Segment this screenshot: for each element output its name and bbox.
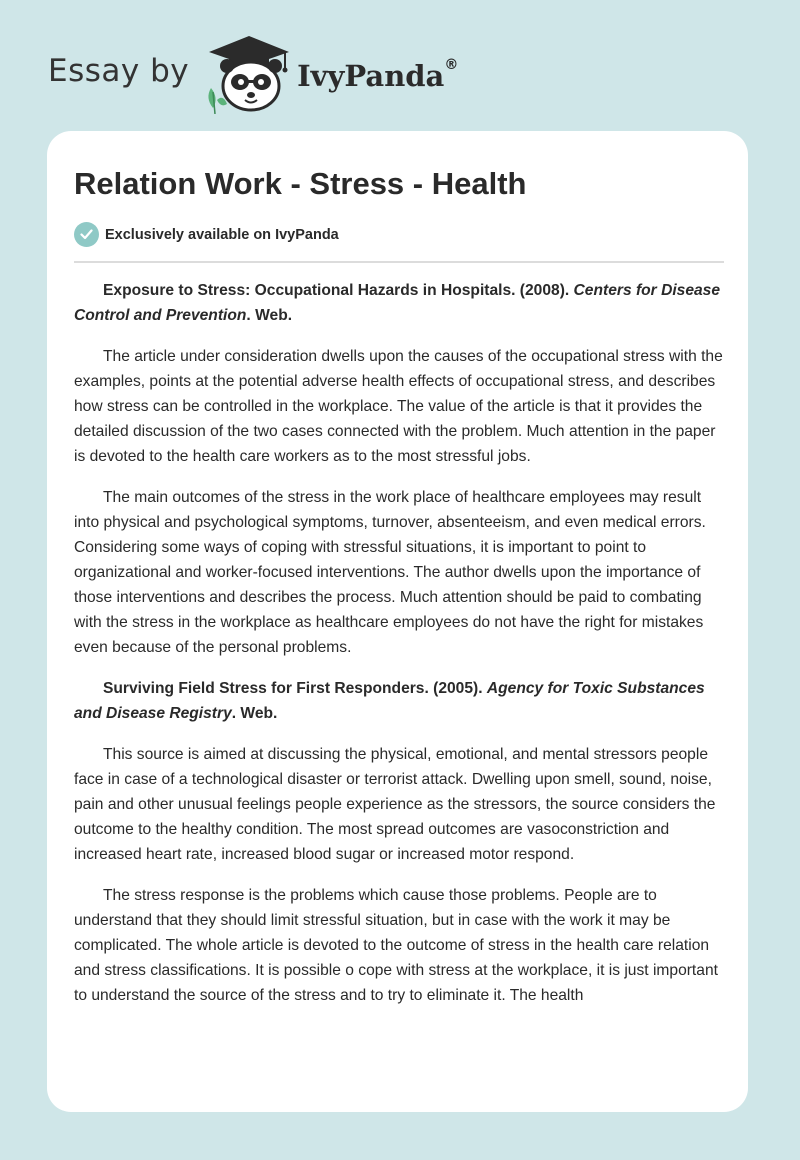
essay-by-label: Essay by (48, 53, 190, 89)
essay-card (47, 131, 748, 1112)
paragraph-2: The main outcomes of the stress in the work place of healthcare employees may result into physical and psychological symptoms, turnover, absenteeism, and even medical errors. Considering some ways of coping with stressful situations, it is important to point to organizational and worker-focused interventions. The author dwells upon the importance of those interventions and describes the process. Much attention should be paid to combating with the stress in the workplace as healthcare employees do not have the right for mistakes even because of the personal problems. (74, 489, 706, 656)
paragraph-3: This source is aimed at discussing the physical, emotional, and mental stressors people face in case of a technological disaster or terrorist attack. Dwelling upon smell, sound, noise, pain and other unusual feelings people experience as the stressors, the source considers the outcome to the healthy condition. The most spread outcomes are vasoconstriction and increased heart rate, increased blood sugar or increased motor respond. (74, 746, 716, 863)
page-title: Relation Work - Stress - Health (74, 166, 527, 201)
paragraph-4: The stress response is the problems which cause those problems. People are to understand that they should limit stressful situation, but in case with the work it may be complicated. The whole article is devoted to the outcome of stress in the health care relation and stress classifications. It is possible o cope with stress at the workplace, it is just important to understand the source of the stress and to try to eliminate it. The health (74, 887, 718, 1004)
exclusive-label: Exclusively available on IvyPanda (105, 226, 339, 243)
essay-body (74, 278, 724, 1024)
paragraph-1: The article under consideration dwells upon the causes of the occupational stress with the examples, points at the potential adverse health effects of occupational stress, and describes how stress can be controlled in the workplace. The value of the article is that it provides the detailed discussion of the two cases connected with the problem. Much attention in the paper is devoted to the health care workers as to the most stressful jobs. (74, 348, 723, 465)
reference-1: Exposure to Stress: Occupational Hazards in Hospitals. (2008). Centers for Disease Control and Prevention. Web. (74, 282, 721, 324)
brand-name[interactable]: IvyPanda® (297, 57, 459, 93)
reference-2: Surviving Field Stress for First Responders. (2005). Agency for Toxic Substances and Disease Registry. Web. (74, 680, 705, 722)
divider (74, 261, 724, 263)
registered-mark: ® (444, 57, 459, 73)
exclusive-badge (74, 222, 339, 247)
check-circle-icon (74, 222, 99, 247)
site-header (48, 34, 458, 114)
panda-graduate-logo-icon (203, 34, 295, 114)
